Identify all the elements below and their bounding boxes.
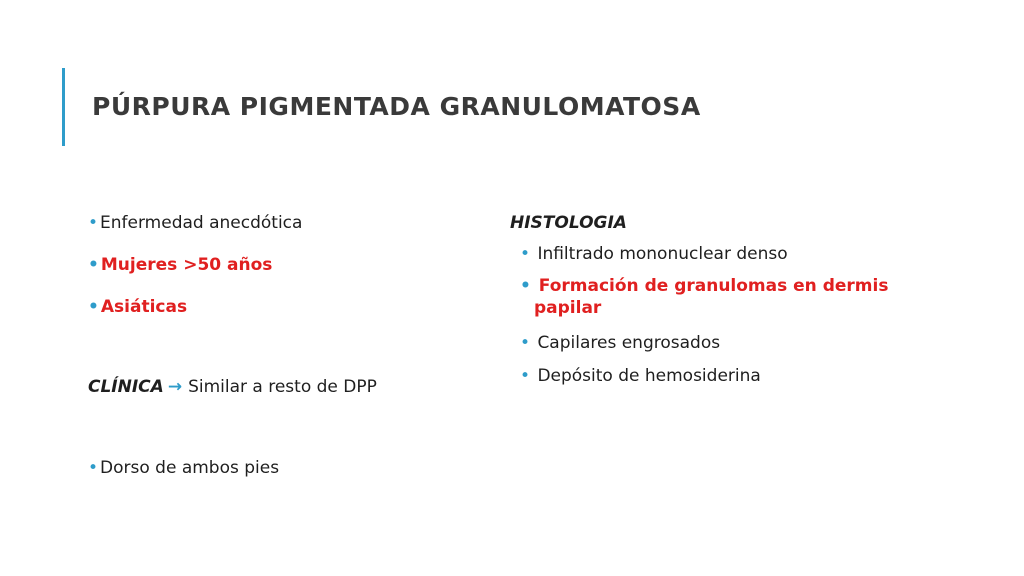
list-item (520, 275, 914, 319)
list-item (88, 457, 279, 479)
list-item-text: Mujeres >50 años (100, 255, 273, 275)
list-item (520, 332, 924, 354)
list-item-text: Capilares engrosados (537, 333, 721, 353)
clinica-line (88, 376, 377, 398)
title-accent-bar (62, 68, 65, 146)
list-item-text: Formación de granulomas en dermis papilar (534, 276, 889, 319)
bullet-icon: • (88, 255, 99, 275)
bullet-icon: • (520, 276, 531, 296)
list-item-text: Infiltrado mononuclear denso (537, 244, 788, 264)
list-item (88, 254, 272, 276)
list-item (88, 212, 302, 234)
bullet-icon: • (88, 213, 99, 233)
bullet-icon: • (520, 244, 531, 264)
arrow-right-icon: → (167, 377, 183, 397)
list-item-text: Asiáticas (100, 297, 188, 317)
list-item (520, 243, 924, 265)
bullet-icon: • (88, 458, 99, 478)
list-item (520, 365, 924, 387)
slide-title: PÚRPURA PIGMENTADA GRANULOMATOSA (92, 92, 701, 121)
bullet-icon: • (520, 333, 531, 353)
clinica-text: Similar a resto de DPP (188, 377, 377, 397)
list-item-text: Depósito de hemosiderina (537, 366, 761, 386)
list-item-text: Dorso de ambos pies (100, 458, 280, 478)
clinica-label: CLÍNICA (88, 377, 164, 397)
histologia-heading: HISTOLOGIA (510, 213, 627, 233)
list-item (88, 296, 187, 318)
list-item-text: Enfermedad anecdótica (100, 213, 303, 233)
bullet-icon: • (520, 366, 531, 386)
bullet-icon: • (88, 297, 99, 317)
